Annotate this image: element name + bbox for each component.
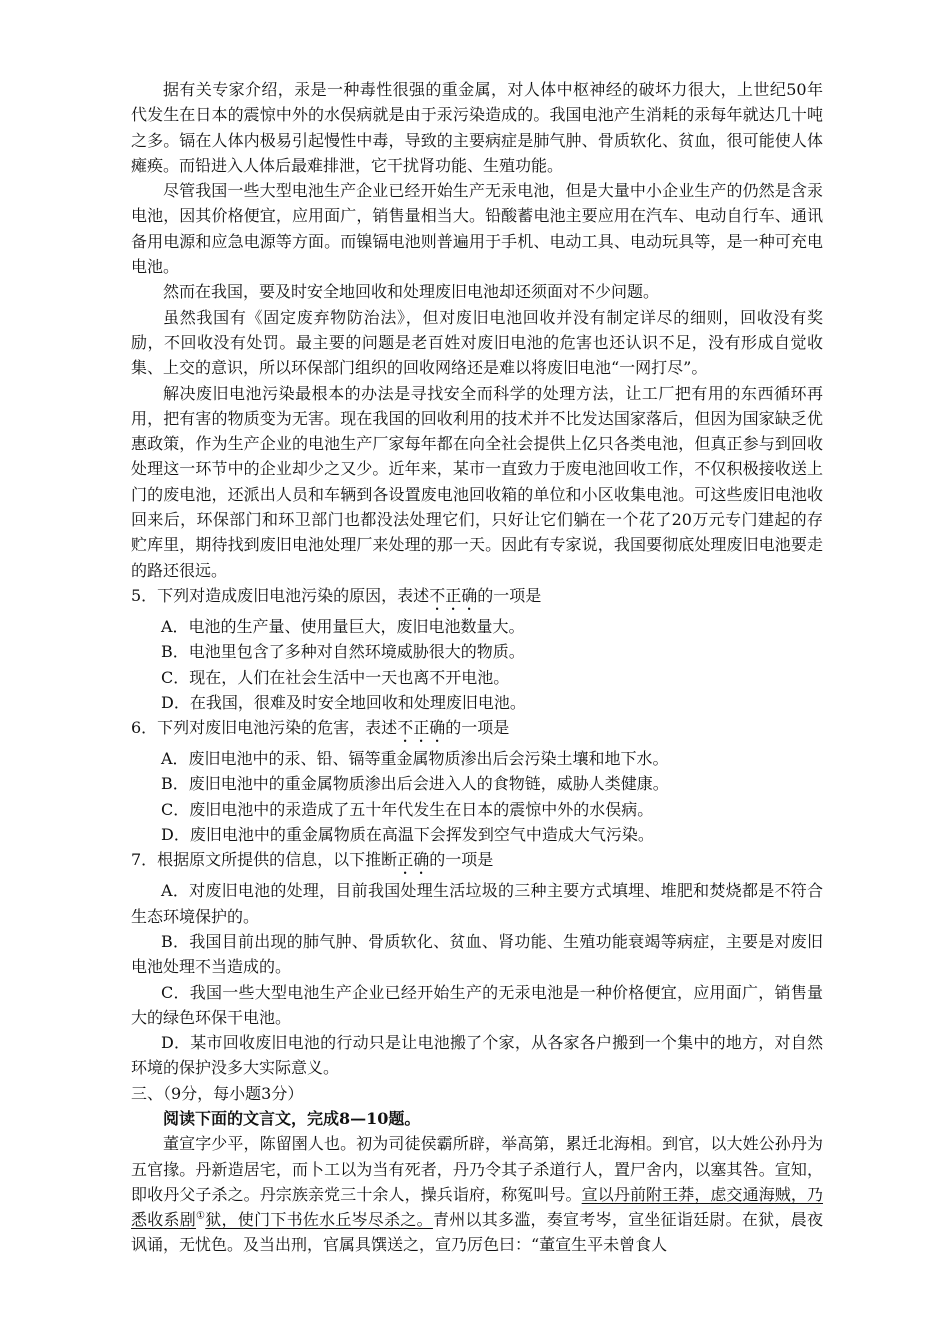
classical-text: 董宣字少平，陈留圉人也。初为司徒侯霸所辟，举高第，累迁北海相。到官，以大姓公孙丹为五官掾。丹新造居宅，而卜工以为当有死者，丹乃令其子杀道行人，置尸舍内，以塞其咎。宣知，即收丹父子杀之。丹宗族亲党三十余人，操兵诣府，称冤叫号。 [131, 1134, 823, 1204]
question-6-option-a: A．废旧电池中的汞、铅、镉等重金属物质渗出后会污染土壤和地下水。 [161, 749, 669, 769]
question-stem-text: 7．根据原文所提供的信息，以下推断 [131, 850, 398, 870]
question-6-option-b: B．废旧电池中的重金属物质渗出后会进入人的食物链，威胁人类健康。 [161, 774, 669, 794]
classical-text: 青州以其多滥，奏宣考岑，宣坐征诣廷尉。在狱，晨夜讽诵，无忧色。及当出刑，官属具馔送之，宣乃厉色曰：“董宣生平未曾食人 [131, 1210, 823, 1255]
question-5-option-a: A．电池的生产量、使用量巨大，废旧电池数量大。 [161, 616, 525, 636]
question-5-stem [131, 583, 823, 614]
question-7-option-d: D．某市回收废旧电池的行动只是让电池搬了个家，从各家各户搬到一个集中的地方，对自然环境的保护没多大实际意义。 [131, 1033, 823, 1078]
question-6-option-c: C．废旧电池中的汞造成了五十年代发生在日本的震惊中外的水俣病。 [161, 799, 654, 819]
classical-text-paragraph [131, 1131, 823, 1257]
question-5-option-d: D．在我国，很难及时安全地回收和处理废旧电池。 [161, 692, 526, 712]
section-3-instruction: 阅读下面的文言文，完成8—10题。 [163, 1108, 421, 1128]
question-7-option-b: B．我国目前出现的肺气肿、骨质软化、贫血、肾功能、生殖功能衰竭等病症，主要是对废旧电池处理不当造成的。 [131, 931, 823, 977]
section-3-heading: 三、（9分，每小题3分） [131, 1083, 304, 1103]
question-stem-text: 6．下列对废旧电池污染的危害，表述 [131, 718, 398, 738]
question-5-option-b: B．电池里包含了多种对自然环境威胁很大的物质。 [161, 642, 525, 662]
question-7-option-c: C．我国一些大型电池生产企业已经开始生产的无汞电池是一种价格便宜，应用面广，销售量大的绿色环保干电池。 [131, 982, 823, 1027]
question-stem-text: 的一项是 [445, 718, 510, 738]
emphasized-text: 正确 [397, 850, 430, 870]
passage-paragraph-5: 解决废旧电池污染最根本的办法是寻找安全而科学的处理方法，让工厂把有用的东西循环再用，把有害的物质变为无害。现在我国的回收利用的技术并不比发达国家落后，但因为国家缺乏优惠政策，作为生产企业的电池生产厂家每年都在向全社会提供上亿只各类电池，但真正参与到回收处理这一环节中的企业却少之又少。近年来，某市一直致力于废电池回收工作，不仅积极接收送上门的废电池，还派出人员和车辆到各设置废电池回收箱的单位和小区收集电池。可这些废旧电池收回来后，环保部门和环卫部门也都没法处理它们，只好让它们躺在一个花了20万元专门建起的存贮库里，期待找到废旧电池处理厂来处理的那一天。因此有专家说，我国要彻底处理废旧电池要走的路还很远。 [131, 383, 823, 580]
emphasized-text: 不正确 [429, 585, 478, 605]
underlined-sentence: 狱，使门下书佐水丘岑尽杀之。 [205, 1210, 433, 1230]
document-content [131, 77, 823, 1258]
question-stem-text: 的一项是 [477, 585, 542, 605]
passage-paragraph-4: 虽然我国有《固定废弃物防治法》，但对废旧电池回收并没有制定详尽的细则，回收没有奖励，不回收没有处罚。最主要的问题是老百姓对废旧电池的危害也还认识不足，没有形成自觉收集、上交的意识，所以环保部门组织的回收网络还是难以将废旧电池“一网打尽”。 [131, 307, 823, 378]
question-stem-text: 的一项是 [429, 850, 494, 870]
question-7-option-a: A．对废旧电池的处理，目前我国处理生活垃圾的三种主要方式填埋、堆肥和焚烧都是不符合生态环境保护的。 [131, 881, 823, 926]
question-7-stem [131, 847, 823, 878]
footnote-marker: ① [196, 1210, 206, 1222]
question-6-option-d: D．废旧电池中的重金属物质在高温下会挥发到空气中造成大气污染。 [161, 825, 654, 845]
question-5-option-c: C．现在，人们在社会生活中一天也离不开电池。 [161, 667, 510, 687]
passage-paragraph-1: 据有关专家介绍，汞是一种毒性很强的重金属，对人体中枢神经的破坏力很大，上世纪50年代发生在日本的震惊中外的水俣病就是由于汞污染造成的。我国电池产生消耗的汞每年就达几十吨之多。镉在人体内极易引起慢性中毒，导致的主要病症是肺气肿、骨质软化、贫血，很可能使人体瘫痪。而铅进入人体后最难排泄，它干扰肾功能、生殖功能。 [131, 80, 823, 175]
question-6-stem [131, 715, 823, 746]
emphasized-text: 不正确 [397, 718, 446, 738]
underlined-sentence: 宣以丹前附王莽，虑交通海贼，乃悉收系剧 [131, 1184, 823, 1230]
passage-paragraph-2: 尽管我国一些大型电池生产企业已经开始生产无汞电池，但是大量中小企业生产的仍然是含汞电池，因其价格便宜，应用面广，销售量相当大。铅酸蓄电池主要应用在汽车、电动自行车、通讯备用电源和应急电源等方面。而镍镉电池则普遍用于手机、电动工具、电动玩具等，是一种可充电电池。 [131, 181, 823, 277]
question-stem-text: 5．下列对造成废旧电池污染的原因，表述 [131, 585, 430, 605]
passage-paragraph-3: 然而在我国，要及时安全地回收和处理废旧电池却还须面对不少问题。 [163, 282, 660, 302]
